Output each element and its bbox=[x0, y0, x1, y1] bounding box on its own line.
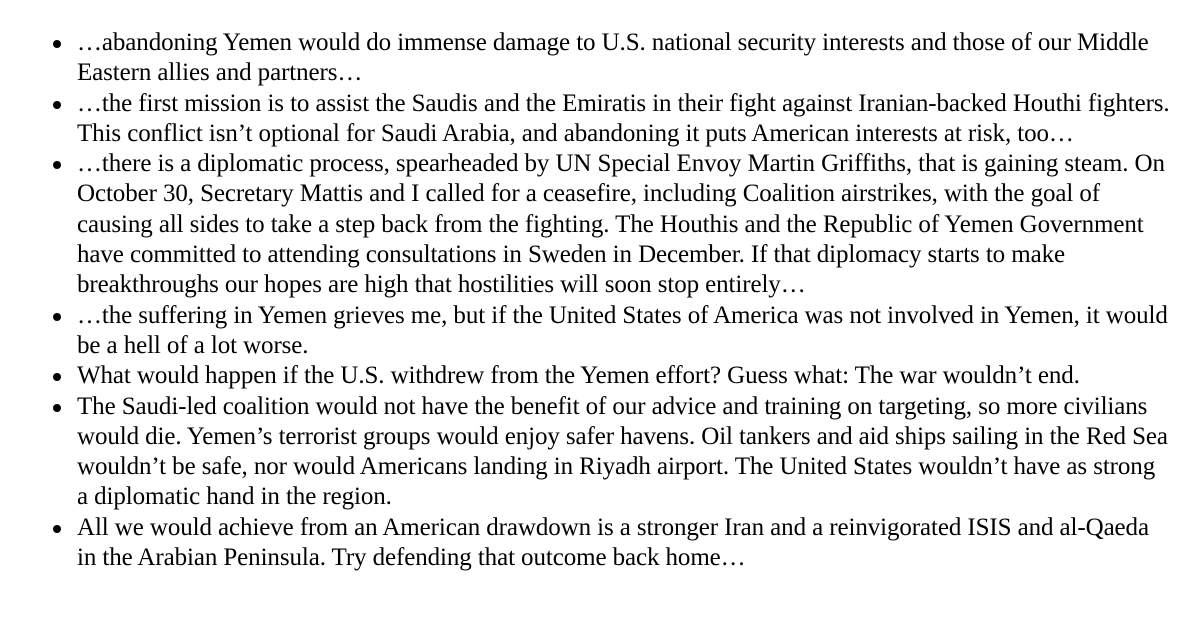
list-item-text: …abandoning Yemen would do immense damage to U.S. national security interests and those of our Middle Eastern allies and partners… bbox=[77, 29, 1149, 87]
list-item bbox=[0, 149, 1200, 300]
list-item-text: All we would achieve from an American drawdown is a stronger Iran and a reinvigorated ISIS and al-Qaeda in the Arabian Peninsula. Try defending that outcome back home… bbox=[77, 513, 1149, 572]
bullet-icon bbox=[53, 161, 61, 169]
bullet-icon bbox=[53, 525, 61, 533]
list-item bbox=[0, 28, 1200, 89]
list-item bbox=[0, 513, 1200, 574]
list-item-text: The Saudi-led coalition would not have the benefit of our advice and training on targeting, so more civilians would die. Yemen’s terrorist groups would enjoy safer havens. Oil tankers and aid ships sailing in the Red Sea wouldn’t be safe, nor would Americans landing in Riyadh airport. The United States wouldn’t have as strong a diplomatic hand in the region. bbox=[77, 392, 1168, 511]
list-item-text: …the first mission is to assist the Saudis and the Emiratis in their fight against Iranian-backed Houthi fighters. This conflict isn’t optional for Saudi Arabia, and abandoning it puts American interests at risk, too… bbox=[77, 89, 1170, 147]
list-item bbox=[0, 89, 1200, 150]
bullet-icon bbox=[53, 313, 61, 321]
list-item bbox=[0, 301, 1200, 362]
list-item bbox=[0, 392, 1200, 513]
document-body bbox=[0, 28, 1200, 573]
list-item-text: …the suffering in Yemen grieves me, but if the United States of America was not involved in Yemen, it would be a hell of a lot worse. bbox=[77, 301, 1168, 359]
bullet-icon bbox=[53, 40, 61, 48]
bullet-icon bbox=[53, 404, 61, 412]
bullet-icon bbox=[53, 101, 61, 109]
bullet-icon bbox=[53, 373, 61, 381]
list-item-text: …there is a diplomatic process, spearheaded by UN Special Envoy Martin Griffiths, that is gaining steam. On October 30, Secretary Mattis and I called for a ceasefire, including Coalition airstrikes, with the goal of causing all sides to take a step back from the fighting. The Houthis and the Republic of Yemen Government have committed to attending consultations in Sweden in December. If that diplomacy starts to make breakthroughs our hopes are high that hostilities will soon stop entirely… bbox=[77, 150, 1165, 299]
bullet-list bbox=[0, 28, 1200, 573]
list-item bbox=[0, 361, 1200, 391]
list-item-text: What would happen if the U.S. withdrew from the Yemen effort? Guess what: The war wouldn’t end. bbox=[77, 362, 1080, 390]
